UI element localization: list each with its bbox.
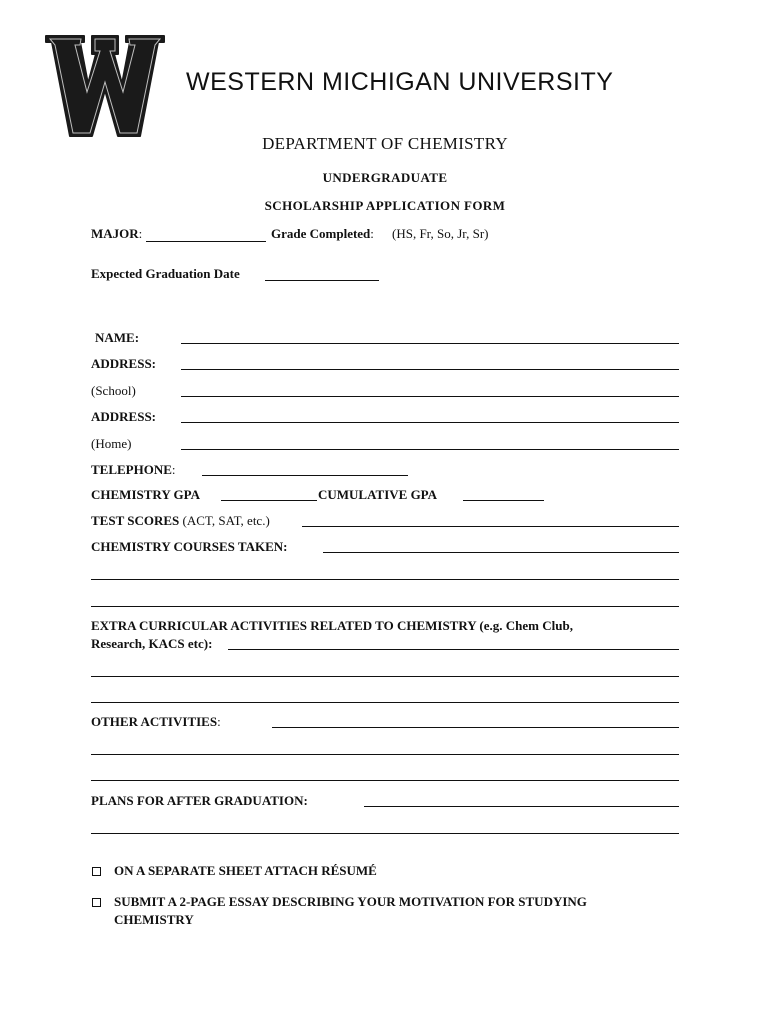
extra-curricular-label-1: EXTRA CURRICULAR ACTIVITIES RELATED TO CHEMISTRY (e.g. Chem Club,	[91, 618, 573, 633]
name-label: NAME:	[95, 330, 140, 345]
test-scores-label: TEST SCORES (ACT, SAT, etc.)	[91, 513, 270, 528]
checkbox-icon[interactable]	[92, 898, 101, 907]
school-address-label: ADDRESS:	[91, 356, 157, 371]
grade-options: (HS, Fr, So, Jr, Sr)	[392, 226, 489, 241]
school-address-field-1[interactable]	[181, 369, 679, 370]
extra-curricular-field-1[interactable]	[228, 649, 679, 650]
other-activities-label: OTHER ACTIVITIES:	[91, 714, 221, 729]
home-label: (Home)	[91, 436, 132, 451]
plans-field-1[interactable]	[364, 806, 679, 807]
block-w-logo	[44, 32, 166, 140]
university-name: WESTERN MICHIGAN UNIVERSITY	[186, 68, 614, 96]
plans-label: PLANS FOR AFTER GRADUATION:	[91, 793, 308, 808]
school-address-field-2[interactable]	[181, 396, 679, 397]
name-field[interactable]	[181, 343, 679, 344]
courses-field-2[interactable]	[91, 579, 679, 580]
telephone-field[interactable]	[202, 475, 408, 476]
grade-label: Grade Completed:	[271, 226, 374, 241]
home-address-field-2[interactable]	[181, 449, 679, 450]
courses-label: CHEMISTRY COURSES TAKEN:	[91, 539, 288, 554]
home-address-field-1[interactable]	[181, 422, 679, 423]
department-title: DEPARTMENT OF CHEMISTRY	[262, 134, 508, 153]
other-activities-field-3[interactable]	[91, 780, 679, 781]
cum-gpa-field[interactable]	[463, 500, 544, 501]
chem-gpa-field[interactable]	[221, 500, 317, 501]
form-subtitle-1: UNDERGRADUATE	[322, 170, 448, 185]
school-label: (School)	[91, 383, 136, 398]
extra-curricular-field-2[interactable]	[91, 676, 679, 677]
major-field[interactable]	[146, 241, 266, 242]
plans-field-2[interactable]	[91, 833, 679, 834]
form-title: SCHOLARSHIP APPLICATION FORM	[264, 198, 506, 213]
extra-curricular-field-3[interactable]	[91, 702, 679, 703]
grad-date-label: Expected Graduation Date	[91, 266, 240, 281]
courses-field-1[interactable]	[323, 552, 679, 553]
other-activities-field-2[interactable]	[91, 754, 679, 755]
chem-gpa-label: CHEMISTRY GPA	[91, 487, 200, 502]
major-label: MAJOR:	[91, 226, 143, 241]
essay-instruction-1: SUBMIT A 2-PAGE ESSAY DESCRIBING YOUR MOTIVATION FOR STUDYING	[114, 894, 587, 909]
essay-instruction-2: CHEMISTRY	[114, 912, 194, 927]
other-activities-field-1[interactable]	[272, 727, 679, 728]
checkbox-icon[interactable]	[92, 867, 101, 876]
telephone-label: TELEPHONE:	[91, 462, 176, 477]
courses-field-3[interactable]	[91, 606, 679, 607]
home-address-label: ADDRESS:	[91, 409, 157, 424]
cum-gpa-label: CUMULATIVE GPA	[318, 487, 438, 502]
grad-date-field[interactable]	[265, 280, 379, 281]
test-scores-field[interactable]	[302, 526, 679, 527]
resume-instruction: ON A SEPARATE SHEET ATTACH RÉSUMÉ	[114, 863, 377, 878]
extra-curricular-label-2: Research, KACS etc):	[91, 636, 213, 651]
